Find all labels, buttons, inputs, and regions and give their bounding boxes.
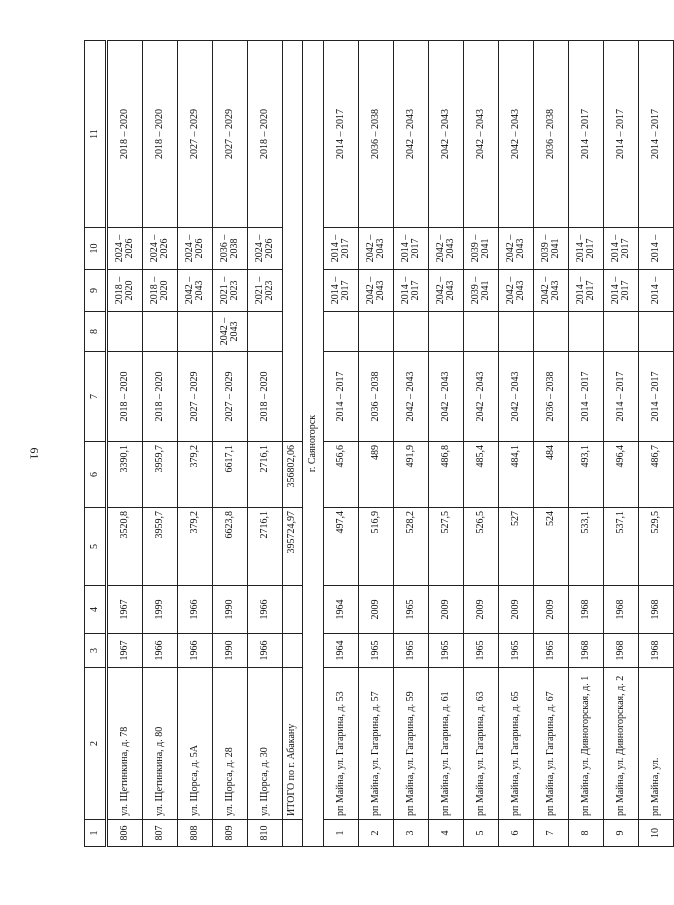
period-cell: [534, 312, 569, 352]
row-number: 806: [107, 820, 143, 847]
period-cell: 2014 –: [639, 228, 674, 270]
area-total-cell: 3959,7: [143, 508, 178, 586]
row-number: 9: [604, 820, 639, 847]
year-cell: 1968: [569, 586, 604, 634]
row-number: 1: [324, 820, 359, 847]
period-cell: [499, 312, 534, 352]
period-cell: 2014 – 2017: [604, 41, 639, 228]
area-total-cell: 6623,8: [213, 508, 248, 586]
period-cell: 2018 – 2020: [107, 270, 143, 312]
table-row: [324, 41, 359, 847]
year-cell: 2009: [359, 586, 394, 634]
period-cell: 2042 – 2043: [429, 352, 464, 442]
year-cell: 1999: [143, 586, 178, 634]
total-area: 395724,97: [283, 508, 303, 586]
column-header-7: 7: [85, 352, 107, 442]
address-cell: ул. Щетинкина, д. 78: [107, 668, 143, 820]
period-cell: [359, 312, 394, 352]
table-row: [107, 41, 143, 847]
year-built-cell: 1968: [569, 634, 604, 668]
column-header-1: 1: [85, 820, 107, 847]
period-cell: 2014 –: [639, 270, 674, 312]
period-cell: 2027 – 2029: [178, 352, 213, 442]
period-cell: 2024 – 2026: [107, 228, 143, 270]
period-cell: 2018 – 2020: [107, 41, 143, 228]
period-cell: 2042 – 2043: [499, 352, 534, 442]
total-row: [283, 41, 303, 847]
period-cell: 2024 – 2026: [248, 228, 283, 270]
row-number: 4: [429, 820, 464, 847]
year-built-cell: 1990: [213, 634, 248, 668]
header-row: [85, 41, 107, 847]
period-cell: 2027 – 2029: [178, 41, 213, 228]
period-cell: 2039 – 2041: [534, 228, 569, 270]
period-cell: 2014 – 2017: [569, 352, 604, 442]
area-total-cell: 526,5: [464, 508, 499, 586]
period-cell: 2014 – 2017: [324, 270, 359, 312]
address-cell: рп Майна, ул. Гагарина, д. 63: [464, 668, 499, 820]
period-cell: 2042 – 2043: [534, 270, 569, 312]
area-living-cell: 496,4: [604, 442, 639, 508]
row-number: 807: [143, 820, 178, 847]
period-cell: 2014 – 2017: [394, 228, 429, 270]
period-cell: 2014 – 2017: [324, 228, 359, 270]
address-cell: ул. Щорса, д. 30: [248, 668, 283, 820]
area-total-cell: 528,2: [394, 508, 429, 586]
address-cell: рп Майна, ул. Дивногорская, д. 1: [569, 668, 604, 820]
table-row: [248, 41, 283, 847]
table-row: [464, 41, 499, 847]
total-living-area: 356802,06: [283, 442, 303, 508]
year-built-cell: 1965: [359, 634, 394, 668]
area-living-cell: 484,1: [499, 442, 534, 508]
period-cell: 2042 – 2043: [499, 41, 534, 228]
year-built-cell: 1966: [143, 634, 178, 668]
area-living-cell: 456,6: [324, 442, 359, 508]
period-cell: 2018 – 2020: [143, 270, 178, 312]
period-cell: [143, 312, 178, 352]
year-built-cell: 1965: [394, 634, 429, 668]
column-header-2: 2: [85, 668, 107, 820]
area-living-cell: 3390,1: [107, 442, 143, 508]
area-living-cell: 485,4: [464, 442, 499, 508]
row-number: 10: [639, 820, 674, 847]
row-number: 7: [534, 820, 569, 847]
housing-table: [84, 40, 674, 847]
period-cell: 2042 – 2043: [464, 41, 499, 228]
area-living-cell: 2716,1: [248, 442, 283, 508]
period-cell: 2036 – 2038: [213, 228, 248, 270]
area-living-cell: 379,2: [178, 442, 213, 508]
period-cell: 2014 – 2017: [324, 41, 359, 228]
period-cell: 2042 – 2043: [429, 41, 464, 228]
year-built-cell: 1965: [499, 634, 534, 668]
year-cell: 1968: [639, 586, 674, 634]
year-built-cell: 1964: [324, 634, 359, 668]
period-cell: 2024 – 2026: [178, 228, 213, 270]
total-blank: [283, 634, 303, 668]
year-cell: 2009: [534, 586, 569, 634]
period-cell: 2036 – 2038: [534, 41, 569, 228]
area-living-cell: 484: [534, 442, 569, 508]
period-cell: [639, 312, 674, 352]
year-cell: 1966: [178, 586, 213, 634]
column-header-3: 3: [85, 634, 107, 668]
column-header-8: 8: [85, 312, 107, 352]
row-number: 8: [569, 820, 604, 847]
period-cell: 2036 – 2038: [359, 41, 394, 228]
table-row: [604, 41, 639, 847]
period-cell: 2042 – 2043: [213, 312, 248, 352]
area-total-cell: 3520,8: [107, 508, 143, 586]
area-total-cell: 529,5: [639, 508, 674, 586]
period-cell: 2042 – 2043: [499, 228, 534, 270]
city-row: [303, 41, 324, 847]
year-cell: 1967: [107, 586, 143, 634]
table-row: [143, 41, 178, 847]
address-cell: ул. Щорса, д. 28: [213, 668, 248, 820]
address-cell: рп Майна, ул. Гагарина, д. 53: [324, 668, 359, 820]
address-cell: рп Майна, ул. Гагарина, д. 59: [394, 668, 429, 820]
period-cell: 2018 – 2020: [248, 352, 283, 442]
table-row: [178, 41, 213, 847]
table-row: [639, 41, 674, 847]
area-total-cell: 516,9: [359, 508, 394, 586]
table-row: [499, 41, 534, 847]
year-cell: 1964: [324, 586, 359, 634]
year-built-cell: 1967: [107, 634, 143, 668]
period-cell: 2014 – 2017: [604, 228, 639, 270]
address-cell: рп Майна, ул. Гагарина, д. 61: [429, 668, 464, 820]
period-cell: 2018 – 2020: [143, 41, 178, 228]
period-cell: 2014 – 2017: [604, 352, 639, 442]
period-cell: 2014 – 2017: [324, 352, 359, 442]
period-cell: [429, 312, 464, 352]
area-total-cell: 497,4: [324, 508, 359, 586]
period-cell: 2014 – 2017: [394, 270, 429, 312]
table-row: [429, 41, 464, 847]
year-built-cell: 1968: [639, 634, 674, 668]
period-cell: 2018 – 2020: [107, 352, 143, 442]
period-cell: 2018 – 2020: [143, 352, 178, 442]
area-total-cell: 524: [534, 508, 569, 586]
row-number: 808: [178, 820, 213, 847]
period-cell: [604, 312, 639, 352]
period-cell: 2027 – 2029: [213, 352, 248, 442]
area-living-cell: 486,7: [639, 442, 674, 508]
period-cell: 2024 – 2026: [143, 228, 178, 270]
table-row: [569, 41, 604, 847]
total-label: ИТОГО по г. Абакану: [283, 668, 303, 820]
period-cell: 2014 – 2017: [569, 41, 604, 228]
address-cell: ул. Щетинкина, д. 80: [143, 668, 178, 820]
period-cell: 2042 – 2043: [394, 41, 429, 228]
period-cell: 2014 – 2017: [639, 41, 674, 228]
year-built-cell: 1966: [178, 634, 213, 668]
period-cell: [107, 312, 143, 352]
year-cell: 1966: [248, 586, 283, 634]
column-header-9: 9: [85, 270, 107, 312]
table-row: [534, 41, 569, 847]
rotated-table-container: [84, 41, 661, 847]
address-cell: рп Майна, ул. Дивногорская, д. 2: [604, 668, 639, 820]
area-total-cell: 537,1: [604, 508, 639, 586]
address-cell: рп Майна, ул. Гагарина, д. 67: [534, 668, 569, 820]
row-number: 810: [248, 820, 283, 847]
period-cell: 2042 – 2043: [464, 352, 499, 442]
area-total-cell: 2716,1: [248, 508, 283, 586]
column-header-4: 4: [85, 586, 107, 634]
area-total-cell: 527,5: [429, 508, 464, 586]
row-number: 3: [394, 820, 429, 847]
total-blank: [283, 820, 303, 847]
year-cell: 1968: [604, 586, 639, 634]
address-cell: рп Майна, ул. Гагарина, д. 65: [499, 668, 534, 820]
period-cell: 2042 – 2043: [429, 228, 464, 270]
area-living-cell: 489: [359, 442, 394, 508]
page-number: 61: [27, 447, 42, 460]
period-cell: [464, 312, 499, 352]
period-cell: [569, 312, 604, 352]
period-cell: [178, 312, 213, 352]
year-cell: 2009: [464, 586, 499, 634]
table-row: [394, 41, 429, 847]
period-cell: 2042 – 2043: [499, 270, 534, 312]
year-built-cell: 1968: [604, 634, 639, 668]
row-number: 809: [213, 820, 248, 847]
period-cell: 2036 – 2038: [534, 352, 569, 442]
period-cell: 2014 – 2017: [569, 228, 604, 270]
year-built-cell: 1966: [248, 634, 283, 668]
year-built-cell: 1965: [464, 634, 499, 668]
period-cell: 2039 – 2041: [464, 228, 499, 270]
period-cell: 2042 – 2043: [394, 352, 429, 442]
period-cell: 2042 – 2043: [359, 228, 394, 270]
area-living-cell: 3959,7: [143, 442, 178, 508]
period-cell: 2014 – 2017: [569, 270, 604, 312]
table-row: [213, 41, 248, 847]
area-total-cell: 533,1: [569, 508, 604, 586]
period-cell: 2042 – 2043: [178, 270, 213, 312]
year-built-cell: 1965: [534, 634, 569, 668]
period-cell: 2042 – 2043: [359, 270, 394, 312]
column-header-6: 6: [85, 442, 107, 508]
period-cell: 2014 – 2017: [639, 352, 674, 442]
year-built-cell: 1965: [429, 634, 464, 668]
area-total-cell: 527: [499, 508, 534, 586]
period-cell: 2042 – 2043: [429, 270, 464, 312]
period-cell: 2039 – 2041: [464, 270, 499, 312]
address-cell: ул. Щорса, д. 5А: [178, 668, 213, 820]
row-number: 6: [499, 820, 534, 847]
period-cell: [324, 312, 359, 352]
total-blank: [283, 586, 303, 634]
total-blank: [283, 41, 303, 442]
period-cell: [248, 312, 283, 352]
area-living-cell: 493,1: [569, 442, 604, 508]
period-cell: [394, 312, 429, 352]
year-cell: 1965: [394, 586, 429, 634]
row-number: 2: [359, 820, 394, 847]
period-cell: 2021 – 2023: [213, 270, 248, 312]
table-row: [359, 41, 394, 847]
column-header-11: 11: [85, 41, 107, 228]
area-living-cell: 6617,1: [213, 442, 248, 508]
period-cell: 2027 – 2029: [213, 41, 248, 228]
address-cell: рп Майна, ул.: [639, 668, 674, 820]
period-cell: 2036 – 2038: [359, 352, 394, 442]
column-header-5: 5: [85, 508, 107, 586]
year-cell: 1990: [213, 586, 248, 634]
year-cell: 2009: [499, 586, 534, 634]
row-number: 5: [464, 820, 499, 847]
area-living-cell: 486,8: [429, 442, 464, 508]
period-cell: 2021 – 2023: [248, 270, 283, 312]
city-heading: г. Саяногорск: [303, 41, 324, 847]
column-header-10: 10: [85, 228, 107, 270]
area-total-cell: 379,2: [178, 508, 213, 586]
area-living-cell: 491,9: [394, 442, 429, 508]
year-cell: 2009: [429, 586, 464, 634]
period-cell: 2018 – 2020: [248, 41, 283, 228]
address-cell: рп Майна, ул. Гагарина, д. 57: [359, 668, 394, 820]
period-cell: 2014 – 2017: [604, 270, 639, 312]
